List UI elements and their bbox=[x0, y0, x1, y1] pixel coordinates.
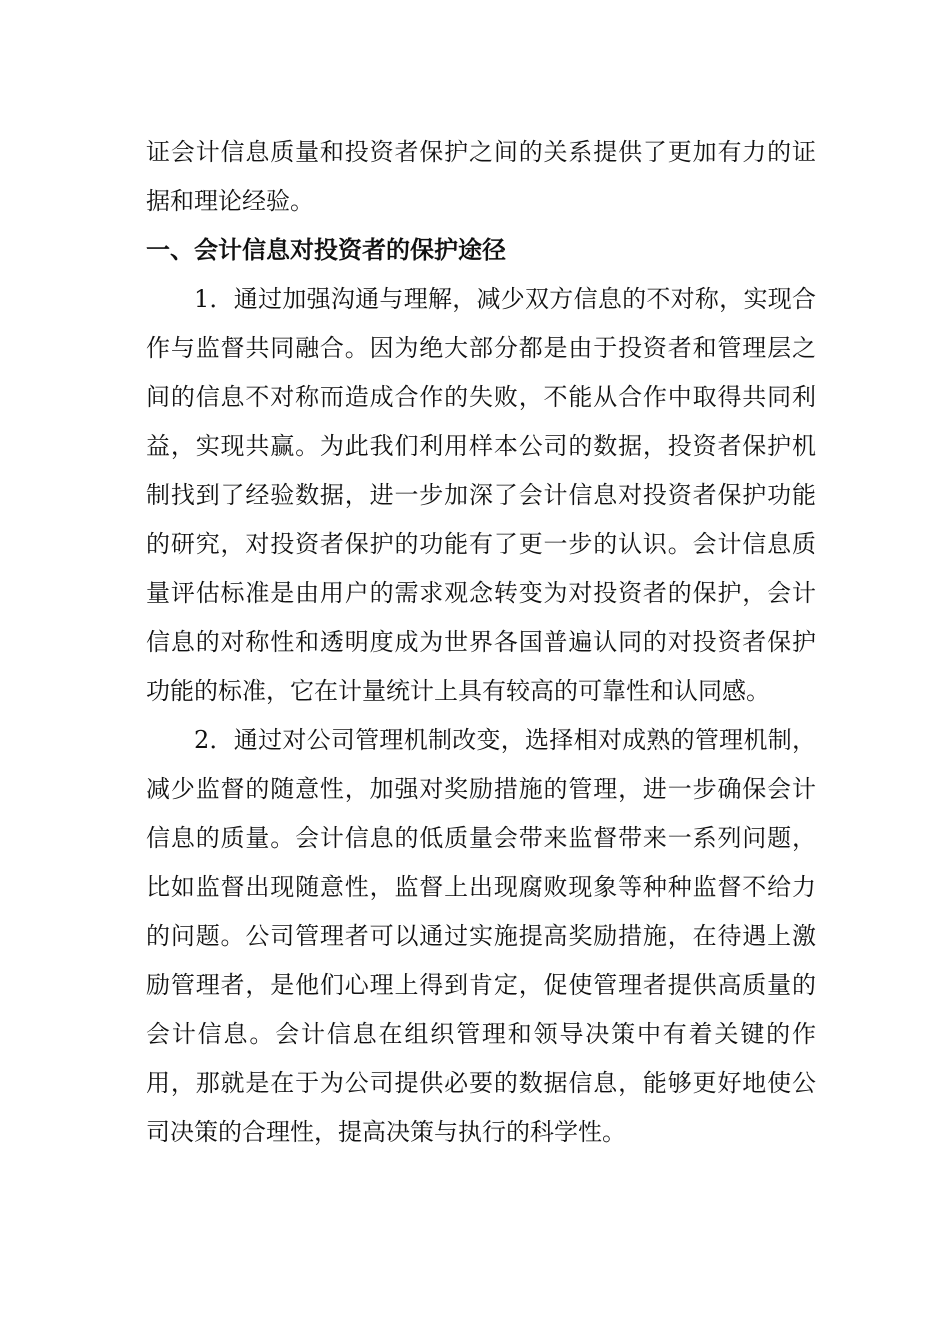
paragraph-2: 2．通过对公司管理机制改变，选择相对成熟的管理机制，减少监督的随意性，加强对奖励措施的管理，进一步确保会计信息的质量。会计信息的低质量会带来监督带来一系列问题，比如监督出现随意性，监督上出现腐败现象等种种监督不给力的问题。公司管理者可以通过实施提高奖励措施，在待遇上激励管理者，是他们心理上得到肯定，促使管理者提供高质量的会计信息。会计信息在组织管理和领导决策中有着关键的作用，那就是在于为公司提供必要的数据信息，能够更好地使公司决策的合理性，提高决策与执行的科学性。 bbox=[146, 726, 816, 1146]
continuation-paragraph: 证会计信息质量和投资者保护之间的关系提供了更加有力的证据和理论经验。 bbox=[146, 138, 816, 215]
paragraph-1: 1．通过加强沟通与理解，减少双方信息的不对称，实现合作与监督共同融合。因为绝大部分都是由于投资者和管理层之间的信息不对称而造成合作的失败，不能从合作中取得共同利益，实现共赢。为此我们利用样本公司的数据，投资者保护机制找到了经验数据，进一步加深了会计信息对投资者保护功能的研究，对投资者保护的功能有了更一步的认识。会计信息质量评估标准是由用户的需求观念转变为对投资者的保护，会计信息的对称性和透明度成为世界各国普遍认同的对投资者保护功能的标准，它在计量统计上具有较高的可靠性和认同感。 bbox=[146, 285, 816, 705]
section-heading: 一、会计信息对投资者的保护途径 bbox=[146, 236, 506, 264]
document-body bbox=[146, 128, 816, 1157]
